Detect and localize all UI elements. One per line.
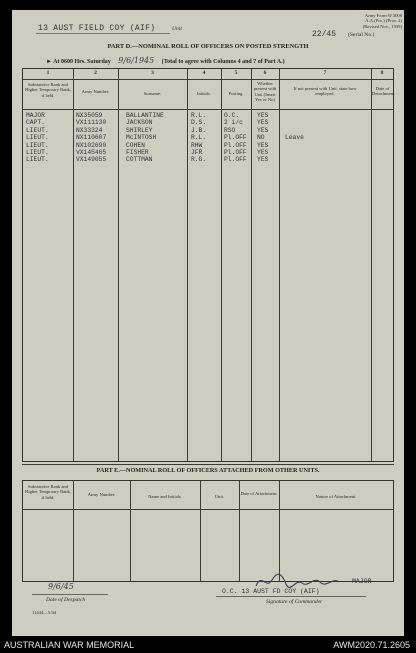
- roll-date: 9/6/1945: [118, 56, 155, 65]
- print-reference: 11444—5/44: [32, 610, 57, 615]
- table-row: [23, 156, 393, 164]
- cell-surname: FISHER: [126, 149, 149, 156]
- cell-surname: COHEN: [126, 141, 145, 149]
- cell-number: VX111130: [76, 119, 107, 127]
- archive-footer: [0, 638, 416, 653]
- col-header-rank: Substantive Rank and Higher Temporary Rank, if held.: [25, 484, 71, 500]
- form-ref-line: A.A.(Pro.) (Prov. 2): [365, 18, 402, 24]
- cell-posting: Pl.OFF: [224, 141, 247, 149]
- cell-present: NO: [257, 134, 265, 142]
- col-header-rank: Substantive Rank and Higher Temporary Rank, if held.: [25, 82, 71, 98]
- cell-rank: LIEUT.: [26, 156, 49, 164]
- col-number: 1: [46, 70, 50, 76]
- cell-present: YES: [257, 149, 269, 156]
- col-header-name: Name and Initials.: [148, 494, 182, 499]
- cell-surname: COTTMAN: [126, 156, 153, 164]
- col-header-detachment: Date of Detachment.: [372, 86, 396, 97]
- signature-label: Signature of Commander: [266, 599, 323, 605]
- col-number: 4: [202, 70, 206, 76]
- part-d-title: PART D.—NOMINAL ROLL OF OFFICERS ON POSTED STRENGTH: [107, 43, 309, 50]
- serial-label: (Serial No.): [348, 32, 375, 38]
- cell-number: NX110607: [76, 134, 107, 142]
- col-header-present: Whether present with Unit (Insert Yes or No): [253, 81, 277, 103]
- cell-initials: D.S.: [191, 119, 207, 127]
- total-note: (Total to agree with Columns 4 and 7 of Part A.): [161, 59, 285, 65]
- signature-rank: MAJOR: [352, 578, 372, 585]
- cell-rank: LIEUT.: [26, 149, 49, 156]
- cell-present: YES: [257, 119, 269, 127]
- header-divider: [23, 509, 393, 510]
- col-header-attachment-nature: Nature of Attachment.: [315, 494, 357, 499]
- cell-present: YES: [257, 126, 269, 134]
- cell-rank: MAJOR: [26, 112, 45, 119]
- cell-initials: R.L.: [191, 134, 207, 142]
- col-number: 2: [94, 70, 97, 76]
- despatch-underline: [32, 594, 108, 595]
- unit-value: 13 AUST FIELD COY (AIF): [38, 24, 156, 33]
- archive-reference: AWM2020.71.2605: [333, 640, 410, 650]
- col-number: 7: [323, 70, 327, 76]
- cell-number: VX149055: [76, 156, 107, 164]
- archive-name: AUSTRALIAN WAR MEMORIAL: [4, 640, 135, 650]
- cell-initials: RHW: [191, 141, 203, 149]
- signature-underline: [216, 596, 366, 597]
- col-header-unit: Unit.: [214, 494, 225, 499]
- col-number: 3: [151, 70, 154, 76]
- arrow-icon: ►: [46, 59, 52, 65]
- cell-present: YES: [257, 112, 269, 119]
- cell-initials: R.G.: [191, 156, 207, 164]
- unit-underline: [36, 33, 170, 34]
- col-header-posting: Posting.: [228, 91, 244, 96]
- col-header-number: Army Number.: [87, 492, 116, 497]
- cell-number: VX145465: [76, 149, 107, 156]
- despatch-label: Date of Despatch: [46, 597, 86, 603]
- cell-number: NX35059: [76, 112, 103, 119]
- header-divider: [23, 109, 393, 110]
- cell-initials: JFR: [191, 149, 203, 156]
- form-ref-line: (Revised Nov., 1939): [362, 23, 402, 29]
- col-header-number: Army Number.: [81, 89, 110, 94]
- col-header-surname: Surname.: [143, 91, 162, 96]
- unit-label: Unit: [172, 26, 182, 32]
- cell-posting: 2 i/c: [224, 119, 243, 127]
- col-number-divider: [23, 79, 393, 80]
- cell-surname: BALLANTINE: [126, 112, 164, 119]
- cell-surname: JACKSON: [126, 119, 153, 127]
- part-d-table: [22, 68, 394, 462]
- document-page: [12, 10, 404, 636]
- col-number: 5: [234, 70, 238, 76]
- cell-number: NX102690: [76, 141, 107, 149]
- cell-rank: CAPT.: [26, 119, 45, 127]
- cell-rank: LIEUT.: [26, 141, 49, 149]
- cell-posting: Pl.OFF: [224, 134, 247, 142]
- col-header-initials: Initials.: [197, 91, 211, 96]
- cell-surname: SHIRLEY: [126, 126, 153, 134]
- despatch-date: 9/6/45: [48, 582, 74, 591]
- cell-employed: Leave: [285, 134, 304, 142]
- signature-typed: O.C. 13 AUST FD COY (AIF): [222, 588, 320, 595]
- cell-initials: J.B.: [191, 126, 207, 134]
- cell-present: YES: [257, 141, 269, 149]
- cell-rank: LIEUT.: [26, 134, 49, 142]
- col-header-attachment-date: Date of Attachment.: [240, 491, 278, 496]
- cell-number: NX33324: [76, 126, 103, 134]
- form-reference: [312, 13, 402, 29]
- cell-rank: LIEUT.: [26, 126, 49, 134]
- cell-posting: O.C.: [224, 112, 240, 119]
- form-ref-line: Army Form W.3008: [364, 13, 402, 18]
- part-e-title: PART E.—NOMINAL ROLL OF OFFICERS ATTACHED FROM OTHER UNITS.: [96, 467, 320, 474]
- cell-initials: R.L.: [191, 112, 207, 119]
- serial-value: 22/45: [312, 30, 337, 39]
- at-label: At 0600 Hrs. Saturday: [53, 59, 111, 65]
- col-number: 6: [263, 70, 267, 76]
- col-header-employed: If not present with Unit, state how employed.: [293, 86, 357, 97]
- part-d-date-line: [46, 56, 386, 65]
- cell-posting: RSO: [224, 126, 236, 134]
- cell-posting: Pl.OFF: [224, 149, 247, 156]
- cell-posting: Pl.OFF: [224, 156, 247, 164]
- part-e-table: [22, 480, 394, 582]
- cell-surname: McINTOSH: [126, 134, 157, 142]
- cell-present: YES: [257, 156, 269, 164]
- col-number: 8: [380, 70, 384, 76]
